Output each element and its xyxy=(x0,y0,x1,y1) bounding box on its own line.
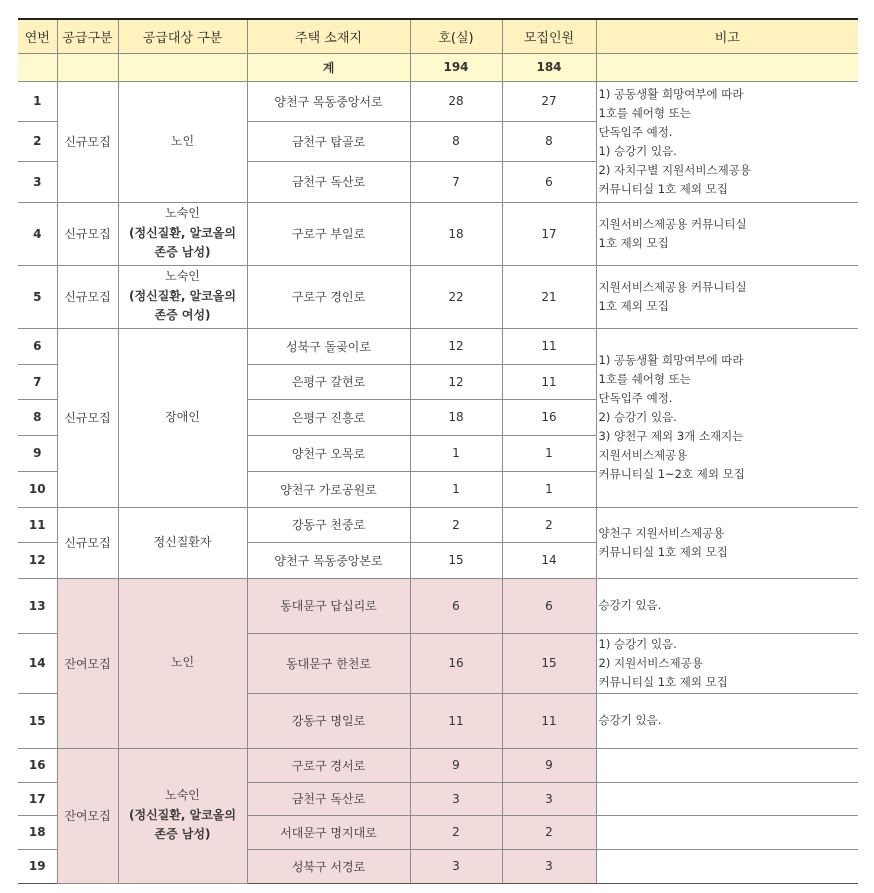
table-row xyxy=(18,265,858,328)
target-line: 노숙인 xyxy=(165,788,200,803)
cell-remarks xyxy=(596,81,858,202)
cell-units: 2 xyxy=(410,815,502,849)
remarks-line: 양천구 지원서비스제공용 xyxy=(598,525,725,540)
cell-no: 5 xyxy=(18,265,57,328)
recruitment-sheet xyxy=(18,18,858,884)
cell-units: 12 xyxy=(410,364,502,399)
cell-supply-type: 잔여모집 xyxy=(57,578,118,748)
remarks-line: 커뮤니티실 1호 제외 모집 xyxy=(598,181,728,196)
cell-address: 금천구 탑골로 xyxy=(247,121,410,161)
cell-address: 금천구 독산로 xyxy=(247,161,410,202)
cell-address: 양천구 목동중앙본로 xyxy=(247,542,410,578)
cell-recruits: 6 xyxy=(502,161,596,202)
table-header xyxy=(18,19,858,81)
cell-remarks xyxy=(596,815,858,849)
remarks-line: 커뮤니티실 1호 제외 모집 xyxy=(598,674,728,689)
cell-recruits: 6 xyxy=(502,578,596,633)
remarks-line: 지원서비스제공용 커뮤니티실 xyxy=(598,216,747,231)
remarks-line: 승강기 있음. xyxy=(598,598,662,612)
target-line: 존증 남성) xyxy=(154,827,211,842)
cell-address: 은평구 갈현로 xyxy=(247,364,410,399)
cell-supply-type: 신규모집 xyxy=(57,81,118,202)
remarks-line: 승강기 있음. xyxy=(598,713,662,727)
table-row xyxy=(18,202,858,265)
cell-address: 금천구 독산로 xyxy=(247,782,410,815)
cell-recruits: 1 xyxy=(502,471,596,507)
target-line: 장애인 xyxy=(165,409,200,424)
remarks-line: 단독입주 예정. xyxy=(598,124,673,139)
remarks-line: 커뮤니티실 1~2호 제외 모집 xyxy=(598,467,745,481)
cell-address: 강동구 명일로 xyxy=(247,693,410,748)
cell-supply-type: 신규모집 xyxy=(57,507,118,578)
cell-address: 구로구 경서로 xyxy=(247,748,410,782)
cell-recruits: 27 xyxy=(502,81,596,121)
cell-no: 10 xyxy=(18,471,57,507)
cell-recruits: 15 xyxy=(502,633,596,693)
table-body xyxy=(18,81,858,883)
cell-no: 16 xyxy=(18,748,57,782)
cell-units: 1 xyxy=(410,471,502,507)
cell-units: 7 xyxy=(410,161,502,202)
cell-address: 구로구 경인로 xyxy=(247,265,410,328)
total-recruits: 184 xyxy=(502,53,596,81)
cell-remarks xyxy=(596,578,858,633)
cell-address: 서대문구 명지대로 xyxy=(247,815,410,849)
target-line: 노인 xyxy=(170,655,195,670)
cell-supply-type: 신규모집 xyxy=(57,265,118,328)
cell-remarks xyxy=(596,693,858,748)
cell-units: 12 xyxy=(410,328,502,364)
total-label: 계 xyxy=(247,53,410,81)
cell-no: 2 xyxy=(18,121,57,161)
cell-no: 7 xyxy=(18,364,57,399)
remarks-line: 1호 제외 모집 xyxy=(598,235,669,250)
cell-supply-type: 신규모집 xyxy=(57,202,118,265)
cell-recruits: 11 xyxy=(502,693,596,748)
cell-units: 18 xyxy=(410,399,502,435)
cell-units: 6 xyxy=(410,578,502,633)
cell-no: 4 xyxy=(18,202,57,265)
remarks-line: 2) 승강기 있음. xyxy=(598,410,677,424)
header-supply-type: 공급구분 xyxy=(57,19,118,53)
cell-target xyxy=(118,507,247,578)
cell-units: 18 xyxy=(410,202,502,265)
cell-no: 9 xyxy=(18,435,57,471)
cell-remarks xyxy=(596,782,858,815)
cell-recruits: 14 xyxy=(502,542,596,578)
remarks-line: 1호를 쉐어형 또는 xyxy=(598,105,691,120)
cell-target xyxy=(118,202,247,265)
remarks-line: 3) 양천구 제외 3개 소재지는 xyxy=(598,429,744,443)
cell-units: 9 xyxy=(410,748,502,782)
cell-no: 14 xyxy=(18,633,57,693)
remarks-line: 커뮤니티실 1호 제외 모집 xyxy=(598,544,728,559)
cell-recruits: 11 xyxy=(502,328,596,364)
cell-units: 3 xyxy=(410,849,502,883)
cell-recruits: 9 xyxy=(502,748,596,782)
table-row xyxy=(18,81,858,121)
cell-no: 18 xyxy=(18,815,57,849)
target-line: 노숙인 xyxy=(165,206,200,221)
total-supply-empty xyxy=(57,53,118,81)
cell-address: 구로구 부일로 xyxy=(247,202,410,265)
cell-recruits: 3 xyxy=(502,782,596,815)
cell-remarks xyxy=(596,328,858,507)
remarks-line: 단독입주 예정. xyxy=(598,391,673,405)
header-units: 호(실) xyxy=(410,19,502,53)
total-remarks-empty xyxy=(596,53,858,81)
target-line: 정신질환자 xyxy=(153,534,212,549)
cell-no: 8 xyxy=(18,399,57,435)
cell-remarks xyxy=(596,633,858,693)
cell-no: 15 xyxy=(18,693,57,748)
table-row xyxy=(18,328,858,364)
remarks-line: 1) 승강기 있음. xyxy=(598,143,677,158)
target-line: 노숙인 xyxy=(165,269,200,284)
cell-remarks xyxy=(596,748,858,782)
cell-address: 양천구 목동중앙서로 xyxy=(247,81,410,121)
cell-recruits: 21 xyxy=(502,265,596,328)
cell-target xyxy=(118,578,247,748)
target-line: 노인 xyxy=(170,133,195,148)
header-target: 공급대상 구분 xyxy=(118,19,247,53)
cell-target xyxy=(118,81,247,202)
total-row xyxy=(18,53,858,81)
cell-units: 8 xyxy=(410,121,502,161)
cell-no: 19 xyxy=(18,849,57,883)
cell-recruits: 1 xyxy=(502,435,596,471)
cell-recruits: 3 xyxy=(502,849,596,883)
cell-no: 17 xyxy=(18,782,57,815)
cell-address: 은평구 진흥로 xyxy=(247,399,410,435)
header-no: 연번 xyxy=(18,19,57,53)
target-line: 존증 여성) xyxy=(154,308,211,323)
cell-no: 12 xyxy=(18,542,57,578)
cell-units: 1 xyxy=(410,435,502,471)
cell-units: 22 xyxy=(410,265,502,328)
cell-recruits: 17 xyxy=(502,202,596,265)
target-line: (정신질환, 알코올의 xyxy=(129,288,236,303)
target-line: (정신질환, 알코올의 xyxy=(129,807,236,822)
cell-no: 6 xyxy=(18,328,57,364)
header-remarks: 비고 xyxy=(596,19,858,53)
table-row xyxy=(18,507,858,542)
cell-remarks xyxy=(596,849,858,883)
cell-units: 3 xyxy=(410,782,502,815)
cell-units: 11 xyxy=(410,693,502,748)
remarks-line: 1호 제외 모집 xyxy=(598,298,669,313)
remarks-line: 1) 승강기 있음. xyxy=(598,636,677,651)
cell-units: 15 xyxy=(410,542,502,578)
cell-target xyxy=(118,748,247,883)
target-line: (정신질환, 알코올의 xyxy=(129,225,236,240)
recruitment-table xyxy=(18,18,858,884)
cell-no: 13 xyxy=(18,578,57,633)
cell-address: 성북구 돌곶이로 xyxy=(247,328,410,364)
cell-target xyxy=(118,265,247,328)
cell-units: 16 xyxy=(410,633,502,693)
cell-recruits: 8 xyxy=(502,121,596,161)
remarks-line: 지원서비스제공용 커뮤니티실 xyxy=(598,279,747,294)
table-row xyxy=(18,578,858,633)
total-units: 194 xyxy=(410,53,502,81)
remarks-line: 1호를 쉐어형 또는 xyxy=(598,372,691,386)
remarks-line: 2) 자치구별 지원서비스제공용 xyxy=(598,162,751,177)
remarks-line: 1) 공동생활 희망여부에 따라 xyxy=(598,353,744,367)
cell-recruits: 11 xyxy=(502,364,596,399)
cell-recruits: 2 xyxy=(502,507,596,542)
cell-no: 1 xyxy=(18,81,57,121)
cell-supply-type: 잔여모집 xyxy=(57,748,118,883)
cell-remarks xyxy=(596,202,858,265)
cell-address: 양천구 가로공원로 xyxy=(247,471,410,507)
cell-units: 2 xyxy=(410,507,502,542)
target-line: 존증 남성) xyxy=(154,245,211,260)
total-no-empty xyxy=(18,53,57,81)
table-row xyxy=(18,748,858,782)
header-recruits: 모집인원 xyxy=(502,19,596,53)
cell-address: 성북구 서경로 xyxy=(247,849,410,883)
remarks-line: 지원서비스제공용 xyxy=(598,448,688,462)
cell-remarks xyxy=(596,265,858,328)
cell-no: 3 xyxy=(18,161,57,202)
header-row xyxy=(18,19,858,53)
cell-units: 28 xyxy=(410,81,502,121)
cell-address: 양천구 오목로 xyxy=(247,435,410,471)
remarks-line: 2) 지원서비스제공용 xyxy=(598,655,703,670)
cell-target xyxy=(118,328,247,507)
cell-address: 동대문구 답십리로 xyxy=(247,578,410,633)
cell-recruits: 16 xyxy=(502,399,596,435)
cell-recruits: 2 xyxy=(502,815,596,849)
cell-address: 동대문구 한천로 xyxy=(247,633,410,693)
cell-remarks xyxy=(596,507,858,578)
cell-supply-type: 신규모집 xyxy=(57,328,118,507)
cell-address: 강동구 천중로 xyxy=(247,507,410,542)
remarks-line: 1) 공동생활 희망여부에 따라 xyxy=(598,86,744,101)
cell-no: 11 xyxy=(18,507,57,542)
header-address: 주택 소재지 xyxy=(247,19,410,53)
total-target-empty xyxy=(118,53,247,81)
